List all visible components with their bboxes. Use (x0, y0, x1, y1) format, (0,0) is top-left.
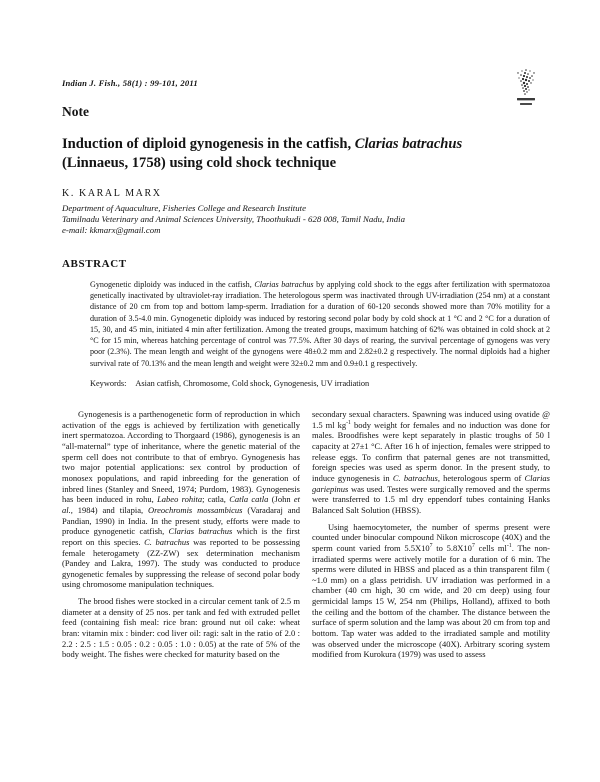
paragraph-spawning: secondary sexual characters. Spawning was induced using ovatide @ 1.5 ml $kg^{-1}$ body weight for females and no induction was done for males. Broodfishes were kept separately in plastic troughs of 50 l capacity at 27±1 °C. After 16 h of injection, females were stripped to release eggs. To confirm that paternal genes are not transmitted, foreign species was used as sperm donor. In the present study, to induce gynogenesis in C. batrachus, heterologous sperm of Clarias gariepinus was used. Testes were surgically removed and the sperms were transferred to 1.5 ml dry eppendorf tubes containing Hanks Balanced Salt Solution (HBSS). (312, 408, 550, 515)
affiliation-line-1: Department of Aquaculture, Fisheries College and Research Institute (62, 203, 306, 213)
paragraph-intro: Gynogenesis is a parthenogenetic form of reproduction in which activation of the eggs is achieved by fertilization with genetically inert spermatozoa. According to Thorgaard (1986), gynogenesis is an “all-maternal” type of inheritance, where the genetic material of the sperm cell does not contribute to that of embryo. Gynogenesis has two major potential applications: sex control by production of monosex populations, and rapid inbreeding for the generation of inbred lines (Stanley and Sneed, 1974; Purdom, 1983). Gynogenesis has been induced in rohu, Labeo rohita; catla, Catla catla (John et al., 1984) and tilapia, Oreochromis mossambicus (Varadaraj and Pandian, 1990) in India. In the present study, efforts were made to produce gynogenetic catfish, Clarias batrachus which is the first report on this species. C. batrachus was reported to be possessing female heterogamety (ZZ-ZW) sex determination mechanism (Pandey and Lakra, 1997). The study was conducted to produce gynogenetic females by suppressing the release of second polar body using chromosome manipulation techniques. (62, 408, 301, 590)
paper-title: Induction of diploid gynogenesis in the catfish, Clarias batrachus (Linnaeus, 1758) using cold shock technique (62, 136, 463, 171)
paragraph-sperm-irradiation: Using haemocytometer, the number of sperms present were counted under binocular compound Nikon microscope (40X) and the sperm count varied from $5.5X10^7$ to $5.8X10^7$ cells $ml^{-1}$. The non-irradiated sperms were actively motile for a duration of 6 min. The sperms were diluted in HBSS and placed as a thin transparent film ( ~1.0 mm) on a glass petridish. UV irradiation was performed in a chamber (40 cm high, 30 cm wide, and 20 cm deep) using four germicidal lamps 15 W, 254 nm (Philips, Holland), affixed to both the ceiling and the bottom of the chamber. The distance between the surface of sperm solution and the lamp was about 20 cm from top and bottom. Tap water was added to the irradiated sample and motility was observed under the microscope (40X). Arbitrary scoring system modified from Kurokura (1979) was used to assess (312, 521, 550, 660)
affiliation-email: e-mail: kkmarx@gmail.com (62, 225, 161, 236)
keywords-line (90, 379, 550, 388)
affiliation-line-2: Tamilnadu Veterinary and Animal Sciences University, Thoothukudi - 628 008, Tamil Nadu, India (62, 214, 405, 225)
body-columns (62, 409, 550, 660)
abstract-text: Gynogenetic diploidy was induced in the catfish, Clarias batrachus by applying cold shock to the eggs after fertilization with spermatozoa genetically inactivated by ultraviolet-ray irradiation. The heterologous sperm was inactivated through UV-irradiation (254 nm) at a constant distance of 20 cm from top and bottom lamp-sperm. Irradiation for a duration of 60-120 seconds showed more than 70% motility for a duration of 3.5-4.0 min. Gynogenetic diploidy was induced by restoring second polar body by cold shock at 1 °C and 2 °C for a duration of 15, 30, and 45 min, initiated 4 min after fertilization. Among the treated groups, maximum hatching of 62% was obtained in cold shock at 2 °C for 15 min, whereas hatching percentage of control was 77.5%. After 30 days of rearing, the survival percentage of gynogens was very poor (2.3%). The mean length and weight of the gynogens were 48±0.2 mm and 2.82±0.2 g respectively. The normal diploids had a higher survival rate of 70.13% and the mean length and weight were 32±0.2 mm and 0.9±0.1 g respectively. (90, 279, 550, 368)
paragraph-broodstock: The brood fishes were stocked in a circular cement tank of 2.5 m diameter at a density of 25 nos. per tank and fed with extruded pellet feed (containing fish meal: rice bran: ground nut oil cake: wheat bran: vitamin mix : binder: cod liver oil: ragi: salt in the ratio of 2.0 : 2.2 : 2.5 : 1.5 : 0.05 : 0.2 : 0.05 : 1.0 : 0.05) at the rate of 5% of the body weight. The fishes were checked for maturity based on the (62, 596, 300, 660)
abstract-heading: ABSTRACT (62, 257, 127, 270)
section-label-note: Note (62, 104, 89, 119)
keywords-label: Keywords: (90, 378, 127, 388)
affiliation-block (62, 203, 550, 237)
left-column (62, 409, 300, 660)
institute-emblem-icon (512, 68, 542, 112)
author-name: K. KARAL MARX (62, 188, 162, 199)
keywords-list: Asian catfish, Chromosome, Cold shock, Gynogenesis, UV irradiation (135, 378, 370, 388)
right-column (312, 409, 550, 660)
journal-citation: Indian J. Fish., 58(1) : 99-101, 2011 (62, 78, 198, 88)
